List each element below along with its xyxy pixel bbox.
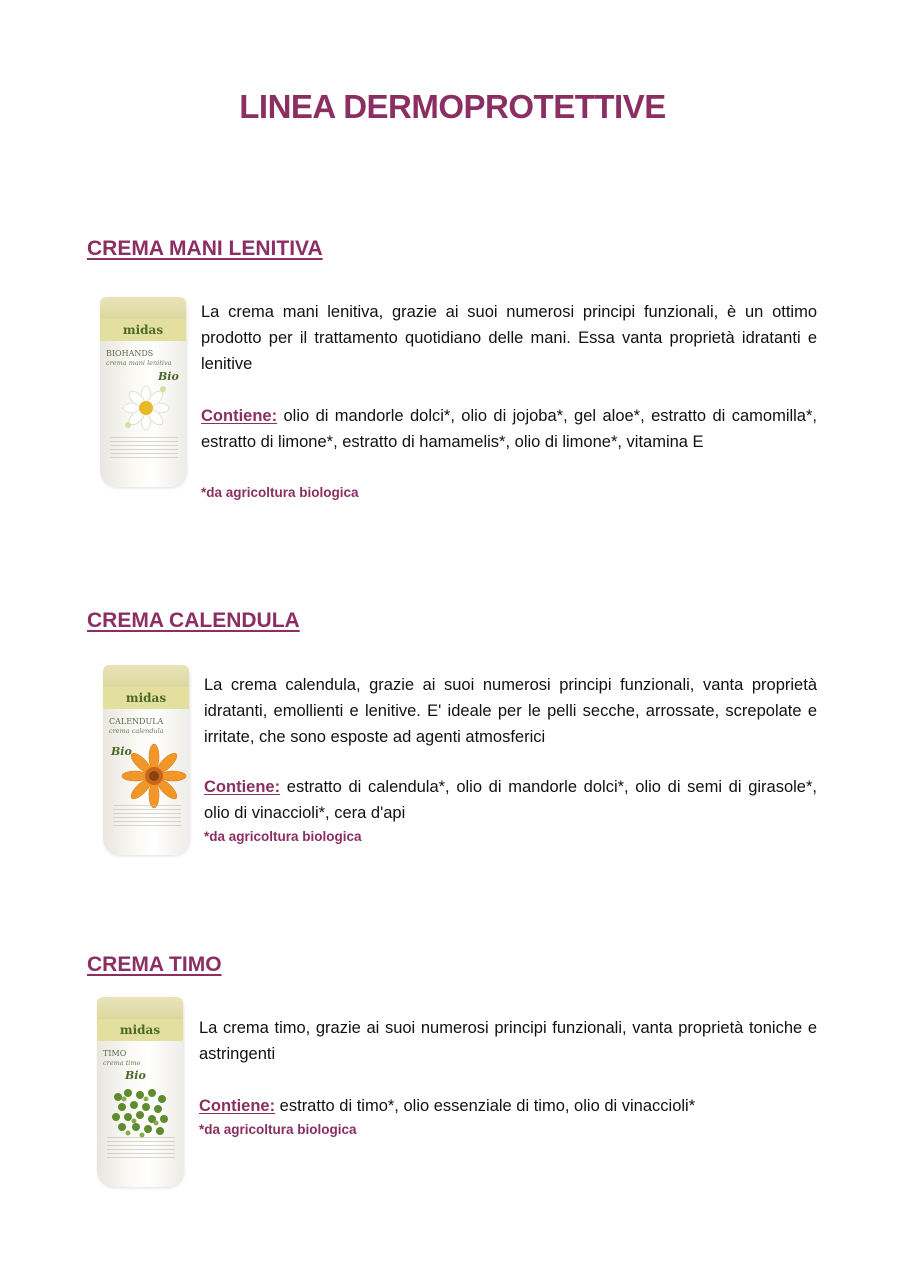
ingredients-list: estratto di calendula*, olio di mandorle dolci*, olio di semi di girasole*, olio di vinaccioli*, cera d'api	[204, 778, 817, 822]
tube-brand: midas	[103, 687, 189, 709]
ingredients-paragraph	[201, 403, 817, 455]
tube-product-name: BIOHANDS	[106, 349, 154, 358]
chamomile-flower-icon	[116, 381, 176, 431]
tube-crimp	[103, 665, 189, 687]
tube-product-name: TIMO	[103, 1049, 127, 1058]
calendula-flower-icon	[121, 743, 187, 809]
tube-brand: midas	[100, 319, 186, 341]
contains-label: Contiene:	[199, 1097, 276, 1115]
product-image	[103, 665, 189, 855]
tube-bio-label: Bio	[158, 370, 179, 383]
organic-note: *da agricoltura biologica	[201, 485, 359, 500]
product-description: La crema mani lenitiva, grazie ai suoi numerosi principi funzionali, è un ottimo prodotto per il trattamento quotidiano delle mani. Essa vanta proprietà idratanti e lenitive	[201, 303, 817, 373]
section-heading: CREMA MANI LENITIVA	[87, 237, 323, 260]
organic-note: *da agricoltura biologica	[204, 829, 362, 844]
page-title: LINEA DERMOPROTETTIVE	[239, 88, 666, 125]
contains-label: Contiene:	[204, 778, 281, 796]
ingredients-list: olio di mandorle dolci*, olio di jojoba*, gel aloe*, estratto di camomilla*, estratto di limone*, estratto di hamamelis*, olio di limone*, vitamina E	[201, 407, 817, 451]
organic-note: *da agricoltura biologica	[199, 1122, 357, 1137]
tube-product-name: CALENDULA	[109, 717, 164, 726]
contains-label: Contiene:	[201, 407, 278, 425]
tube-fine-print	[107, 1137, 175, 1159]
ingredients-paragraph	[199, 1093, 817, 1119]
tube-product-subtitle: crema calendula	[109, 727, 164, 735]
product-description: La crema timo, grazie ai suoi numerosi principi funzionali, vanta proprietà toniche e astringenti	[199, 1019, 817, 1063]
section-heading: CREMA TIMO	[87, 953, 222, 976]
product-image	[100, 297, 186, 487]
thyme-herb-icon	[108, 1085, 172, 1143]
ingredients-list: estratto di timo*, olio essenziale di timo, olio di vinaccioli*	[275, 1097, 696, 1115]
tube-brand: midas	[97, 1019, 183, 1041]
tube-fine-print	[113, 805, 181, 827]
tube-bio-label: Bio	[111, 745, 132, 758]
tube-crimp	[97, 997, 183, 1019]
tube-product-subtitle: crema mani lenitiva	[106, 359, 172, 367]
ingredients-paragraph	[204, 774, 817, 826]
tube-product-subtitle: crema timo	[103, 1059, 141, 1067]
product-image	[97, 997, 183, 1187]
tube-crimp	[100, 297, 186, 319]
section-heading: CREMA CALENDULA	[87, 609, 300, 632]
tube-fine-print	[110, 437, 178, 459]
tube-bio-label: Bio	[125, 1069, 146, 1082]
product-description: La crema calendula, grazie ai suoi numerosi principi funzionali, vanta proprietà idratanti, emollienti e lenitive. E' ideale per le pelli secche, arrossate, screpolate e irritate, che sono esposte ad agenti atmosferici	[204, 676, 817, 746]
